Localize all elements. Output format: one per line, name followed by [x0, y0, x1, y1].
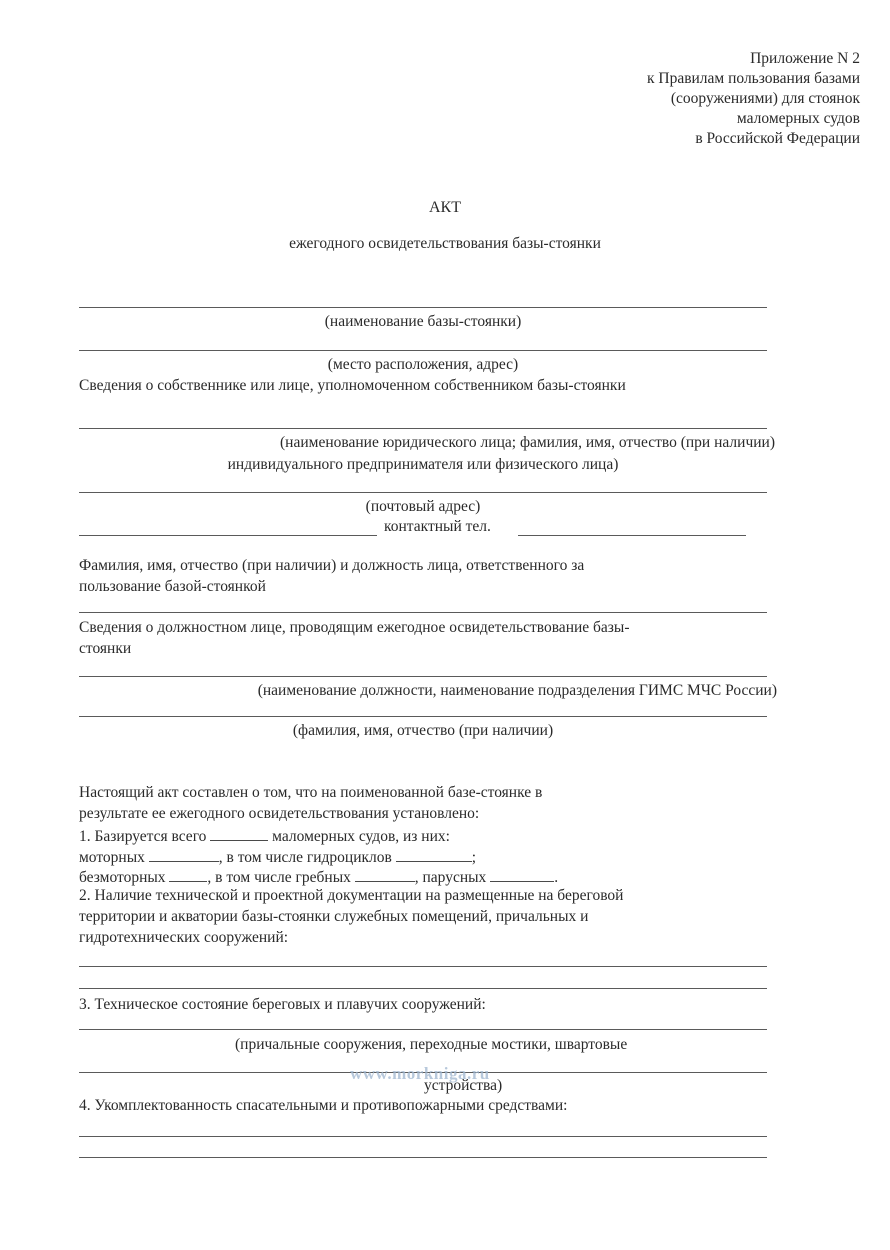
owner-hint-1: (наименование юридического лица; фамилия, имя, отчество (при наличии) — [280, 434, 775, 451]
appendix-line: к Правилам пользования базами — [646, 70, 860, 87]
base-name-hint: (наименование базы-стоянки) — [324, 313, 522, 330]
appendix-line: (сооружениями) для стоянок — [670, 90, 860, 107]
jetski-label: , в том числе гидроциклов — [218, 849, 392, 866]
base-name-line[interactable] — [79, 307, 767, 308]
postal-address-hint: (почтовый адрес) — [365, 498, 481, 515]
item-2-line-3: гидротехнических сооружений: — [79, 929, 289, 946]
appendix-line: Приложение N 2 — [750, 50, 860, 67]
appendix-line: маломерных судов — [736, 110, 860, 127]
item-2-line-1: 2. Наличие технической и проектной документации на размещенные на береговой — [79, 887, 624, 904]
owner-line[interactable] — [79, 428, 767, 429]
appendix-line: в Российской Федерации — [695, 130, 860, 147]
item-4: 4. Укомплектованность спасательными и противопожарными средствами: — [79, 1097, 568, 1114]
owner-label: Сведения о собственнике или лице, уполномоченном собственником базы-стоянки — [79, 377, 626, 394]
jetski-field[interactable] — [396, 847, 472, 862]
semicolon: ; — [471, 849, 477, 866]
motor-line — [79, 847, 476, 867]
contact-left-line[interactable] — [79, 535, 377, 536]
item-3-hint-2: устройства) — [424, 1077, 503, 1094]
motor-vessels-field[interactable] — [149, 847, 219, 862]
item-1-text-a: 1. Базируется всего — [79, 828, 207, 845]
sailing-label: , парусных — [414, 869, 487, 886]
watermark: www.morkniga.ru — [350, 1064, 490, 1083]
item-3-hint-1: (причальные сооружения, переходные мостики, швартовые — [235, 1036, 628, 1053]
intro-line-1: Настоящий акт составлен о том, что на поименованной базе-стоянке в — [79, 784, 543, 801]
responsible-label-1: Фамилия, имя, отчество (при наличии) и должность лица, ответственного за — [79, 557, 585, 574]
intro-line-2: результате ее ежегодного освидетельствования установлено: — [79, 805, 480, 822]
responsible-label-2: пользование базой-стоянкой — [79, 578, 266, 595]
nonmotor-label: безмоторных — [79, 869, 166, 886]
owner-hint-2: индивидуального предпринимателя или физического лица) — [227, 456, 619, 473]
location-hint: (место расположения, адрес) — [327, 356, 519, 373]
item-2-line-2: территории и акватории базы-стоянки служебных помещений, причальных и — [79, 908, 589, 925]
document-title: АКТ — [429, 199, 461, 216]
postal-address-line[interactable] — [79, 492, 767, 493]
documentation-line-2[interactable] — [79, 988, 767, 989]
equipment-line-2[interactable] — [79, 1157, 767, 1158]
official-label-1: Сведения о должностном лице, проводящим ежегодное освидетельствование базы- — [79, 619, 630, 636]
official-name-line[interactable] — [79, 716, 767, 717]
technical-state-line-1[interactable] — [79, 1029, 767, 1030]
documentation-line-1[interactable] — [79, 966, 767, 967]
period: . — [554, 869, 559, 886]
item-3: 3. Техническое состояние береговых и плавучих сооружений: — [79, 996, 486, 1013]
nonmotor-line — [79, 867, 558, 887]
official-label-2: стоянки — [79, 640, 132, 657]
total-vessels-field[interactable] — [210, 826, 268, 841]
official-position-hint: (наименование должности, наименование подразделения ГИМС МЧС России) — [257, 682, 777, 699]
location-line[interactable] — [79, 350, 767, 351]
sailing-field[interactable] — [490, 867, 554, 882]
nonmotor-vessels-field[interactable] — [169, 867, 207, 882]
item-1-text-b: маломерных судов, из них: — [272, 828, 450, 845]
rowing-field[interactable] — [355, 867, 415, 882]
equipment-line-1[interactable] — [79, 1136, 767, 1137]
responsible-line[interactable] — [79, 612, 767, 613]
item-1 — [79, 826, 450, 846]
contact-label: контактный тел. — [384, 518, 491, 535]
official-name-hint: (фамилия, имя, отчество (при наличии) — [292, 722, 554, 739]
motor-label: моторных — [79, 849, 145, 866]
document-subtitle: ежегодного освидетельствования базы-стоянки — [289, 235, 601, 252]
contact-phone-line[interactable] — [518, 535, 746, 536]
rowing-label: , в том числе гребных — [207, 869, 351, 886]
official-position-line[interactable] — [79, 676, 767, 677]
